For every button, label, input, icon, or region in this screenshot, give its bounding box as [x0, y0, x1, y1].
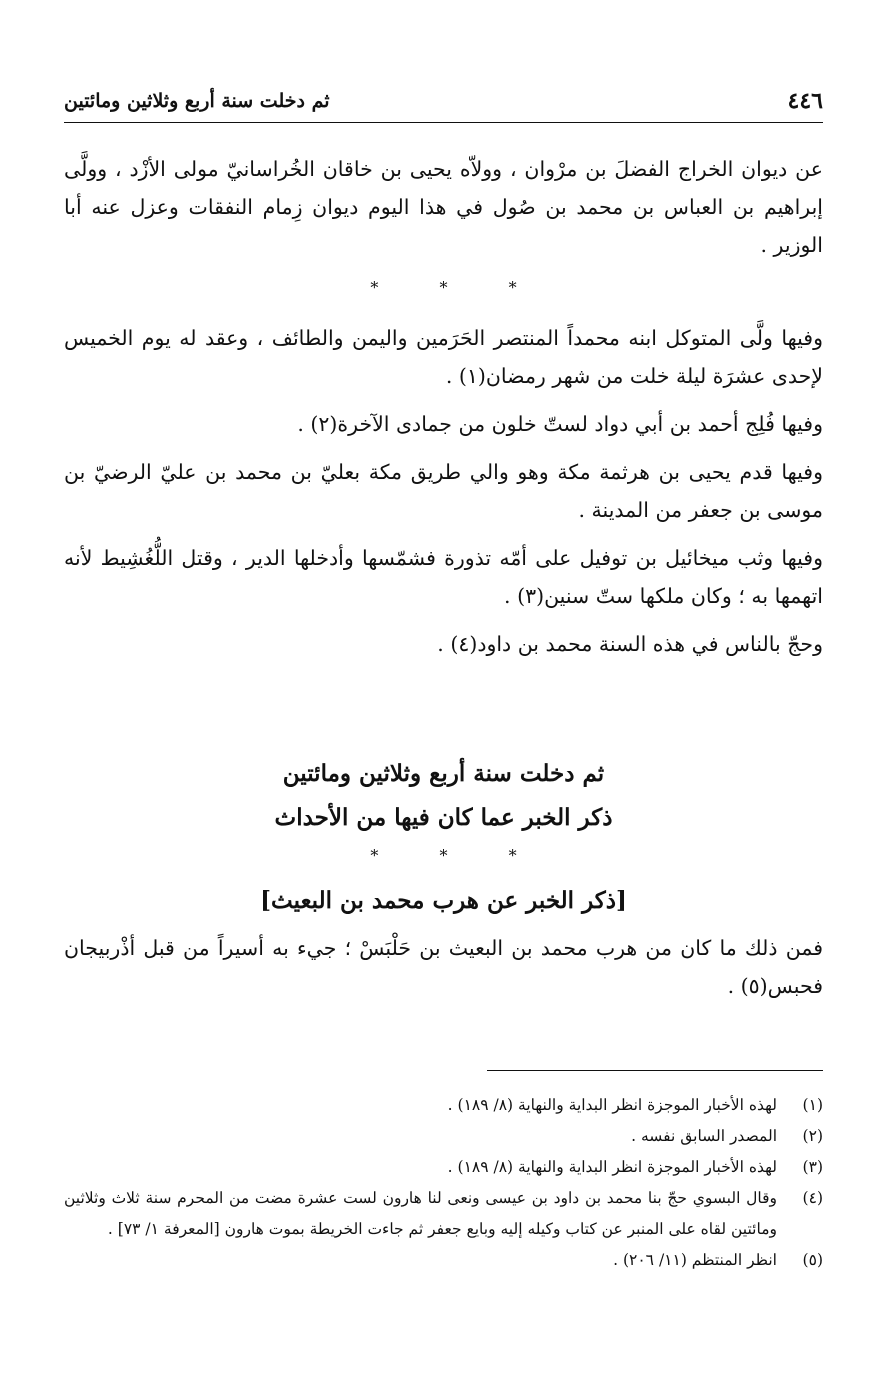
main-text — [64, 150, 823, 663]
footnote-text: وقال البسوي حجّ بنا محمد بن داود بن عيسى ونعى لنا هارون لست عشرة مضت من المحرم سنة ثلاث وثلاثين ومائتين لقاه على المنبر عن كتاب وكيله إليه وبايع جعفر ثم جاءت الخريطة بموت هارون [المعرفة ١/ ٧٣] . — [64, 1189, 777, 1238]
footnote-number: (٣) — [802, 1158, 823, 1176]
footnote — [64, 1121, 823, 1152]
footnote — [64, 1090, 823, 1121]
paragraph: وفيها قدم يحيى بن هرثمة مكة وهو والي طريق مكة بعليّ بن محمد بن عليّ الرضيّ بن موسى بن جعفر من المدينة . — [64, 460, 823, 522]
paragraph: عن ديوان الخراج الفضلَ بن مرْوان ، وولاّه يحيى بن خاقان الخُراسانيّ مولى الأزْد ، وولَّى إبراهيم بن العباس بن محمد بن صُول في هذا اليوم ديوان زِمام النفقات وعزل عنه أبا الوزير . — [64, 157, 823, 257]
footnote — [64, 1152, 823, 1183]
footnote-number: (١) — [802, 1096, 823, 1114]
paragraph: وفيها وثب ميخائيل بن توفيل على أمّه تذورة فشمّسها وأدخلها الدير ، وقتل اللُّغُشِيط لأنه اتهمها به ؛ وكان ملكها ستّ سنين(٣) . — [64, 546, 823, 608]
footnote-text: لهذه الأخبار الموجزة انظر البداية والنهاية (٨/ ١٨٩) . — [447, 1096, 777, 1114]
paragraph: وفيها فُلِج أحمد بن أبي دواد لستّ خلون من جمادى الآخرة(٢) . — [297, 412, 823, 436]
running-header — [64, 88, 823, 123]
paragraph: وفيها ولَّى المتوكل ابنه محمداً المنتصر الحَرَمين واليمن والطائف ، وعقد له يوم الخميس لإحدى عشرَة ليلة خلت من شهر رمضان(١) . — [64, 326, 823, 388]
footnote — [64, 1245, 823, 1276]
footnote-divider — [487, 1070, 823, 1071]
footnotes — [64, 1090, 823, 1276]
running-title: ثم دخلت سنة أربع وثلاثين ومائتين — [64, 90, 330, 112]
paragraph: وحجّ بالناس في هذه السنة محمد بن داود(٤) . — [437, 632, 823, 656]
page-number: ٤٤٦ — [787, 88, 823, 114]
footnote-number: (٥) — [802, 1251, 823, 1269]
paragraph: فمن ذلك ما كان من هرب محمد بن البعيث بن حَلْبَسْ ؛ جيء به أسيراً من قبل أذْربيجان فحبس(٥) . — [64, 936, 823, 998]
year-heading: ثم دخلت سنة أربع وثلاثين ومائتين — [282, 760, 605, 787]
footnote-number: (٢) — [802, 1127, 823, 1145]
footnote-text: انظر المنتظم (١١/ ٢٠٦) . — [613, 1251, 777, 1269]
footnote-text: لهذه الأخبار الموجزة انظر البداية والنهاية (٨/ ١٨٩) . — [447, 1158, 777, 1176]
footnote-number: (٤) — [802, 1189, 823, 1207]
separator-stars: * * * — [370, 846, 545, 865]
footnote — [64, 1183, 823, 1245]
events-heading: ذكر الخبر عما كان فيها من الأحداث — [274, 804, 613, 831]
year-section — [64, 752, 823, 1005]
footnote-text: المصدر السابق نفسه . — [631, 1127, 777, 1145]
section-title: [ذكر الخبر عن هرب محمد بن البعيث] — [260, 887, 627, 914]
separator-stars: * * * — [370, 278, 545, 297]
